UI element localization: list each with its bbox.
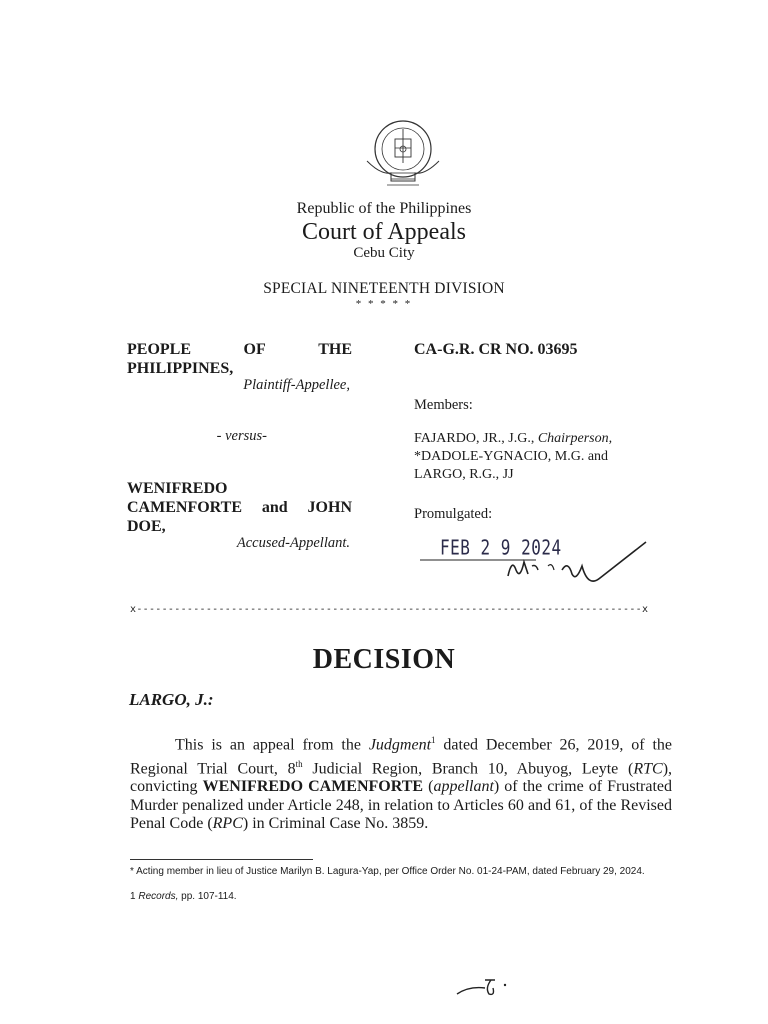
versus-label: - versus-	[216, 428, 267, 444]
footnote-ref: 1	[431, 735, 436, 745]
members-list	[414, 430, 664, 484]
initials-signature-icon	[455, 970, 515, 1000]
decision-title: DECISION	[312, 644, 456, 675]
member-2: *DADOLE-YGNACIO, M.G. and	[414, 449, 609, 464]
court-heading: Court of Appeals	[302, 219, 466, 245]
promulgated-label: Promulgated:	[414, 506, 493, 522]
court-seal-icon	[361, 117, 445, 191]
body-paragraph: This is an appeal from the Judgment$^1$ dated December 26, 2019, of the Regional Trial Court, 8th Judicial Region, Branch 10, Abuyog, Leyte (RTC), convicting WENIFREDO CAMENFORTE (appellant) of the crime of Frustrated Murder penalized under Article 248, in relation to Articles 60 and 61, of the Revised Penal Code (RPC) in Criminal Case No. 3859.	[130, 735, 673, 832]
accused-word: CAMENFORTE	[127, 499, 242, 516]
accused-line1: WENIFREDO	[127, 480, 228, 497]
ponente: LARGO, J.:	[129, 690, 214, 709]
stars-divider: * * * * *	[355, 298, 413, 310]
plaintiff-role: Plaintiff-Appellee,	[243, 377, 350, 393]
footnote-1: 1 Records, pp. 107-114.	[130, 891, 237, 902]
signature-icon	[420, 540, 660, 600]
case-number: CA-G.R. CR NO. 03695	[414, 341, 578, 358]
accused-name	[127, 479, 352, 536]
city-heading: Cebu City	[353, 245, 415, 261]
appellant-name: WENIFREDO CAMENFORTE	[202, 778, 424, 796]
members-label: Members:	[414, 397, 473, 413]
division-heading: SPECIAL NINETEENTH DIVISION	[263, 280, 505, 297]
accused-word: and	[261, 499, 288, 516]
plaintiff-word: PEOPLE	[127, 341, 192, 358]
promulgated-date-stamp: FEB 2 9 2024	[440, 535, 562, 560]
caption-separator: x--------------------------------------------------------------------------------x	[130, 604, 649, 615]
plaintiff-word: THE	[318, 341, 352, 358]
plaintiff-name	[127, 340, 352, 378]
footnote-acting-member: * Acting member in lieu of Justice Marilyn B. Lagura-Yap, per Office Order No. 01-24-PAM, dated February 29, 2024.	[130, 866, 645, 877]
republic-heading: Republic of the Philippines	[296, 200, 472, 217]
accused-line3: DOE,	[127, 518, 166, 535]
footnote-rule	[130, 859, 313, 860]
accused-word: JOHN	[307, 499, 352, 516]
plaintiff-line2: PHILIPPINES,	[127, 360, 234, 377]
accused-role: Accused-Appellant.	[236, 535, 350, 551]
member-3: LARGO, R.G., JJ	[414, 467, 514, 482]
member-1: FAJARDO, JR., J.G., Chairperson,	[414, 431, 613, 446]
plaintiff-word: OF	[243, 341, 266, 358]
